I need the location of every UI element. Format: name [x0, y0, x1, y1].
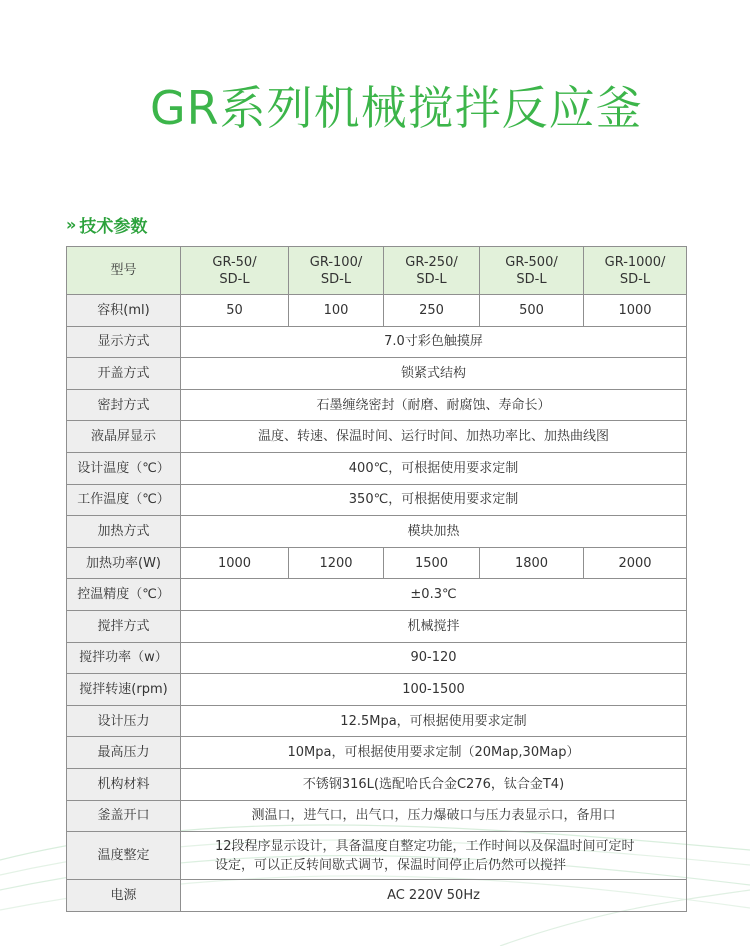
value-cell: 400℃，可根据使用要求定制: [181, 452, 687, 484]
table-row: [67, 705, 687, 737]
row-label: 控温精度（℃）: [67, 579, 181, 611]
row-label: 密封方式: [67, 389, 181, 421]
row-label: 液晶屏显示: [67, 421, 181, 453]
value-cell: 2000: [584, 547, 687, 579]
row-label: 容积(ml): [67, 295, 181, 327]
table-row: [67, 800, 687, 832]
value-cell: 250: [384, 295, 480, 327]
table-row: [67, 452, 687, 484]
table-row: [67, 737, 687, 769]
table-row: [67, 295, 687, 327]
value-cell: 1200: [289, 547, 384, 579]
value-cell: 90-120: [181, 642, 687, 674]
row-label: 温度整定: [67, 832, 181, 880]
table-row: [67, 484, 687, 516]
model-cell: GR-50/ SD-L: [181, 247, 289, 295]
table-row: [67, 832, 687, 880]
value-cell: ±0.3℃: [181, 579, 687, 611]
value-cell: 7.0寸彩色触摸屏: [181, 326, 687, 358]
value-cell: 100: [289, 295, 384, 327]
value-cell: 测温口，进气口，出气口，压力爆破口与压力表显示口，备用口: [181, 800, 687, 832]
value-cell: 1000: [584, 295, 687, 327]
table-row: [67, 768, 687, 800]
table-row: [67, 610, 687, 642]
table-row: [67, 421, 687, 453]
page-title: GR系列机械搅拌反应釜: [150, 81, 643, 135]
value-cell: 温度、转速、保温时间、运行时间、加热功率比、加热曲线图: [181, 421, 687, 453]
table-row: [67, 516, 687, 548]
value-cell: 锁紧式结构: [181, 358, 687, 390]
section-heading-label: 技术参数: [79, 216, 148, 237]
value-cell: 机械搅拌: [181, 610, 687, 642]
row-label: 型号: [67, 247, 181, 295]
row-label: 设计温度（℃）: [67, 452, 181, 484]
row-label: 工作温度（℃）: [67, 484, 181, 516]
model-cell: GR-500/ SD-L: [480, 247, 584, 295]
table-row: [67, 389, 687, 421]
row-label: 设计压力: [67, 705, 181, 737]
value-cell: 50: [181, 295, 289, 327]
double-chevron-right-icon: »: [66, 214, 74, 234]
table-row: [67, 358, 687, 390]
row-label: 搅拌功率（w）: [67, 642, 181, 674]
row-label: 釜盖开口: [67, 800, 181, 832]
value-cell: 10Mpa，可根据使用要求定制（20Map,30Map）: [181, 737, 687, 769]
value-cell: 石墨缠绕密封（耐磨、耐腐蚀、寿命长）: [181, 389, 687, 421]
row-label: 加热功率(W): [67, 547, 181, 579]
value-cell: 350℃，可根据使用要求定制: [181, 484, 687, 516]
row-label: 加热方式: [67, 516, 181, 548]
value-cell: 100-1500: [181, 674, 687, 706]
spec-table: [66, 246, 687, 912]
section-heading: [66, 210, 147, 238]
value-cell: 12.5Mpa，可根据使用要求定制: [181, 705, 687, 737]
value-cell: AC 220V 50Hz: [181, 880, 687, 912]
table-row: [67, 674, 687, 706]
table-row: [67, 547, 687, 579]
row-label: 搅拌方式: [67, 610, 181, 642]
value-cell: 1500: [384, 547, 480, 579]
value-cell: 1800: [480, 547, 584, 579]
row-label: 显示方式: [67, 326, 181, 358]
model-cell: GR-1000/ SD-L: [584, 247, 687, 295]
value-cell: 12段程序显示设计，具备温度自整定功能，工作时间以及保温时间可定时 设定，可以正反转间歇式调节，保温时间停止后仍然可以搅拌: [181, 832, 687, 880]
value-cell: 模块加热: [181, 516, 687, 548]
table-row: [67, 880, 687, 912]
table-row: [67, 326, 687, 358]
model-cell: GR-250/ SD-L: [384, 247, 480, 295]
row-label: 机构材料: [67, 768, 181, 800]
table-header-row: [67, 247, 687, 295]
value-cell: 500: [480, 295, 584, 327]
row-label: 最高压力: [67, 737, 181, 769]
row-label: 开盖方式: [67, 358, 181, 390]
row-label: 搅拌转速(rpm): [67, 674, 181, 706]
table-row: [67, 642, 687, 674]
value-cell: 不锈钢316L(选配哈氏合金C276，钛合金T4): [181, 768, 687, 800]
model-cell: GR-100/ SD-L: [289, 247, 384, 295]
row-label: 电源: [67, 880, 181, 912]
table-row: [67, 579, 687, 611]
value-cell: 1000: [181, 547, 289, 579]
